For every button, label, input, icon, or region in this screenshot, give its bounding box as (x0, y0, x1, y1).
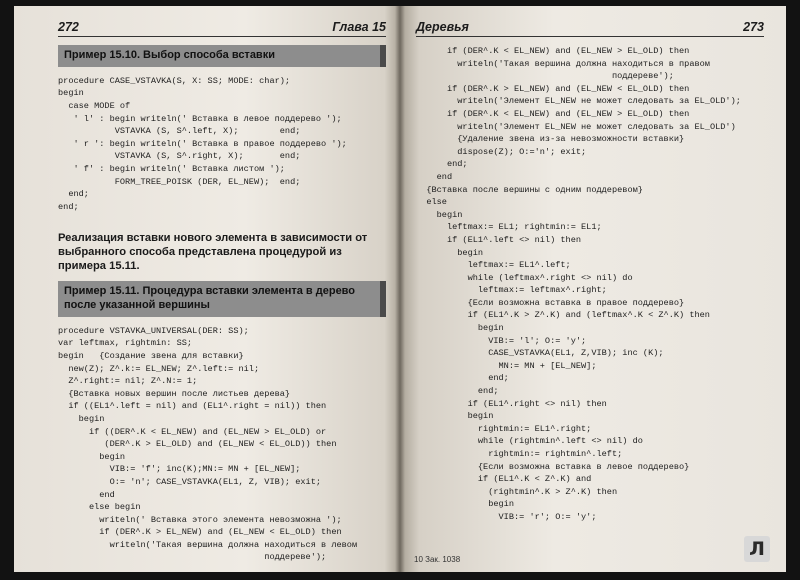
left-chapter-title: Глава 15 (332, 20, 386, 34)
open-book (14, 6, 786, 572)
left-running-header (58, 20, 386, 37)
right-running-header (416, 20, 764, 37)
right-chapter-title: Деревья (416, 20, 469, 34)
body-paragraph: Реализация вставки нового элемента в зависимости от выбранного способа представлена процедурой из примера 15.11. (58, 232, 368, 273)
right-page (400, 6, 786, 572)
example-15-10-title: Пример 15.10. Выбор способа вставки (58, 45, 386, 67)
example-15-10-code: procedure CASE_VSTAVKA(S, X: SS; MODE: char); begin case MODE of ' l' : begin writeln(' Вставка в левое поддерево '); VSTAVKA (S, S^.left, X); end; ' r ': begin writeln(' Вставка в правое поддерево '); VSTAVKA (S, S^.right, X); end; ' f' : begin writeln(' Вставка листом '); FORM_TREE_POISK (DER, EL_NEW); end; end; end; (58, 75, 347, 212)
example-15-11-title: Пример 15.11. Процедура вставки элемента в дерево после указанной вершины (58, 281, 386, 317)
right-page-number: 273 (743, 20, 764, 34)
left-page-number: 272 (58, 20, 79, 34)
print-order-footnote: 10 Зак. 1038 (414, 555, 461, 564)
left-page (14, 6, 400, 572)
publisher-logo-badge: Л (744, 536, 770, 562)
example-15-11-code: procedure VSTAVKA_UNIVERSAL(DER: SS); var leftmax, rightmin: SS; begin {Создание звена для вставки} new(Z); Z^.k:= EL_NEW; Z^.left:= nil; Z^.right:= nil; Z^.N:= 1; {Вставка новых вершин после листьев дерева} if ((EL1^.left = nil) and (EL1^.right = nil)) then begin if ((DER^.K < EL_NEW) and (EL_NEW > EL_OLD) or (DER^.K > EL_OLD) and (EL_NEW < EL_OLD)) then begin VIB:= 'f'; inc(K);MN:= MN + [EL_NEW]; O:= 'n'; CASE_VSTAVKA(EL1, Z, VIB); exit; end else begin writeln(' Вставка этого элемента невозможна '); if (DER^.K > EL_NEW) and (EL_NEW < EL_OLD) then writeln('Такая вершина должна находиться в левом поддереве'); (58, 325, 358, 563)
right-page-code: if (DER^.K < EL_NEW) and (EL_NEW > EL_OLD) then writeln('Такая вершина должна находиться в правом поддереве'); if (DER^.K > EL_NEW) and (EL_NEW < EL_OLD) then writeln('Элемент EL_NEW не может следовать за EL_OLD'); if (DER^.K < EL_NEW) and (EL_NEW > EL_OLD) then writeln('Элемент EL_NEW не может следовать за EL_OLD') {Удаление звена из-за невозможности вставки} dispose(Z); O:='n'; exit; end; end {Вставка после вершины с одним поддеревом} else begin leftmax:= EL1; rightmin:= EL1; if (EL1^.left <> nil) then begin leftmax:= EL1^.left; while (leftmax^.right <> nil) do leftmax:= leftmax^.right; {Если возможна вставка в правое поддерево} if (EL1^.K > Z^.K) and (leftmax^.K < Z^.K) then begin VIB:= 'l'; O:= 'y'; CASE_VSTAVKA(EL1, Z,VIB); inc (K); MN:= MN + [EL_NEW]; end; end; if (EL1^.right <> nil) then begin rightmin:= EL1^.right; while (rightmin^.left <> nil) do rightmin:= rightmin^.left; {Если возможна вставка в левое поддерево} if (EL1^.K < Z^.K) and (rightmin^.K > Z^.K) then begin VIB:= 'r'; O:= 'y'; (426, 46, 741, 522)
book-spine-shadow (395, 6, 405, 572)
